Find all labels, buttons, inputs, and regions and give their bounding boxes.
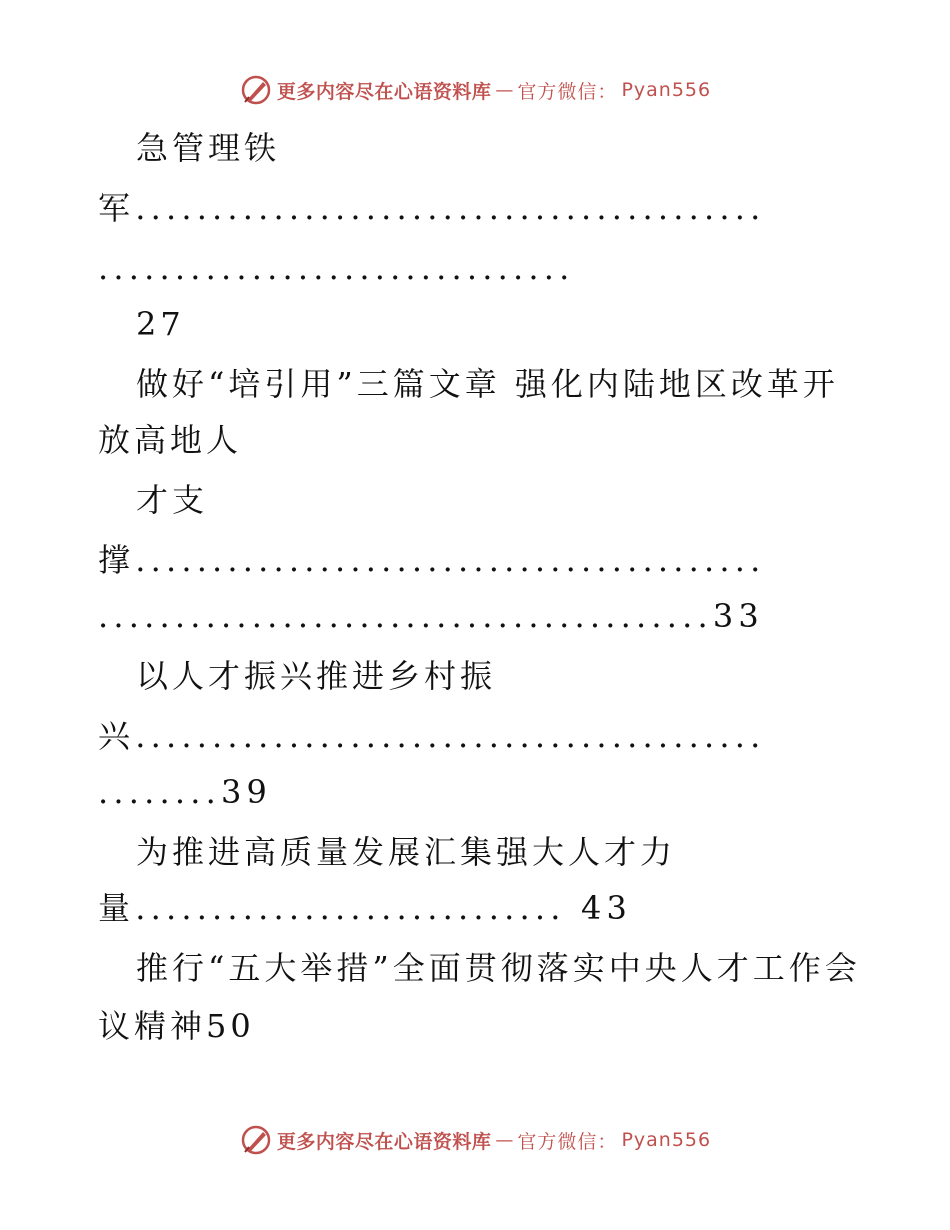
toc-line: 撑......................................... <box>98 541 766 579</box>
toc-line: 兴......................................... <box>98 717 766 755</box>
banner-contact-label: 官方微信： <box>517 1130 618 1153</box>
banner-site-name: 更多内容尽在心语资料库 <box>276 80 492 103</box>
toc-line: ........................................33 <box>98 597 764 635</box>
banner-dash: — <box>495 1129 514 1151</box>
footer-watermark-banner <box>0 1120 950 1160</box>
toc-line: 推行“五大举措”全面贯彻落实中央人才工作会 <box>136 949 861 987</box>
banner-contact-label: 官方微信： <box>517 80 618 103</box>
banner-contact-id: Pyan556 <box>621 1129 712 1151</box>
toc-line: 急管理铁 <box>136 129 281 167</box>
toc-page-number: 27 <box>136 305 185 343</box>
toc-line: 以人才振兴推进乡村振 <box>136 657 497 695</box>
banner-site-name: 更多内容尽在心语资料库 <box>276 1130 492 1153</box>
toc-line: 量............................ 43 <box>98 889 633 927</box>
quill-logo-icon <box>239 1123 273 1157</box>
toc-line: 为推进高质量发展汇集强大人才力 <box>136 833 677 871</box>
toc-line: 放高地人 <box>98 421 243 459</box>
banner-contact-id: Pyan556 <box>621 79 712 101</box>
header-watermark-banner <box>0 70 950 110</box>
toc-line: 议精神50 <box>98 1007 255 1045</box>
toc-line: ........39 <box>98 773 273 811</box>
toc-line: ............................... <box>98 249 575 287</box>
toc-line: 做好“培引用”三篇文章 强化内陆地区改革开 <box>136 365 839 403</box>
banner-dash: — <box>495 79 514 101</box>
toc-line: 军......................................... <box>98 189 766 227</box>
quill-logo-icon <box>239 73 273 107</box>
toc-line: 才支 <box>136 481 209 519</box>
